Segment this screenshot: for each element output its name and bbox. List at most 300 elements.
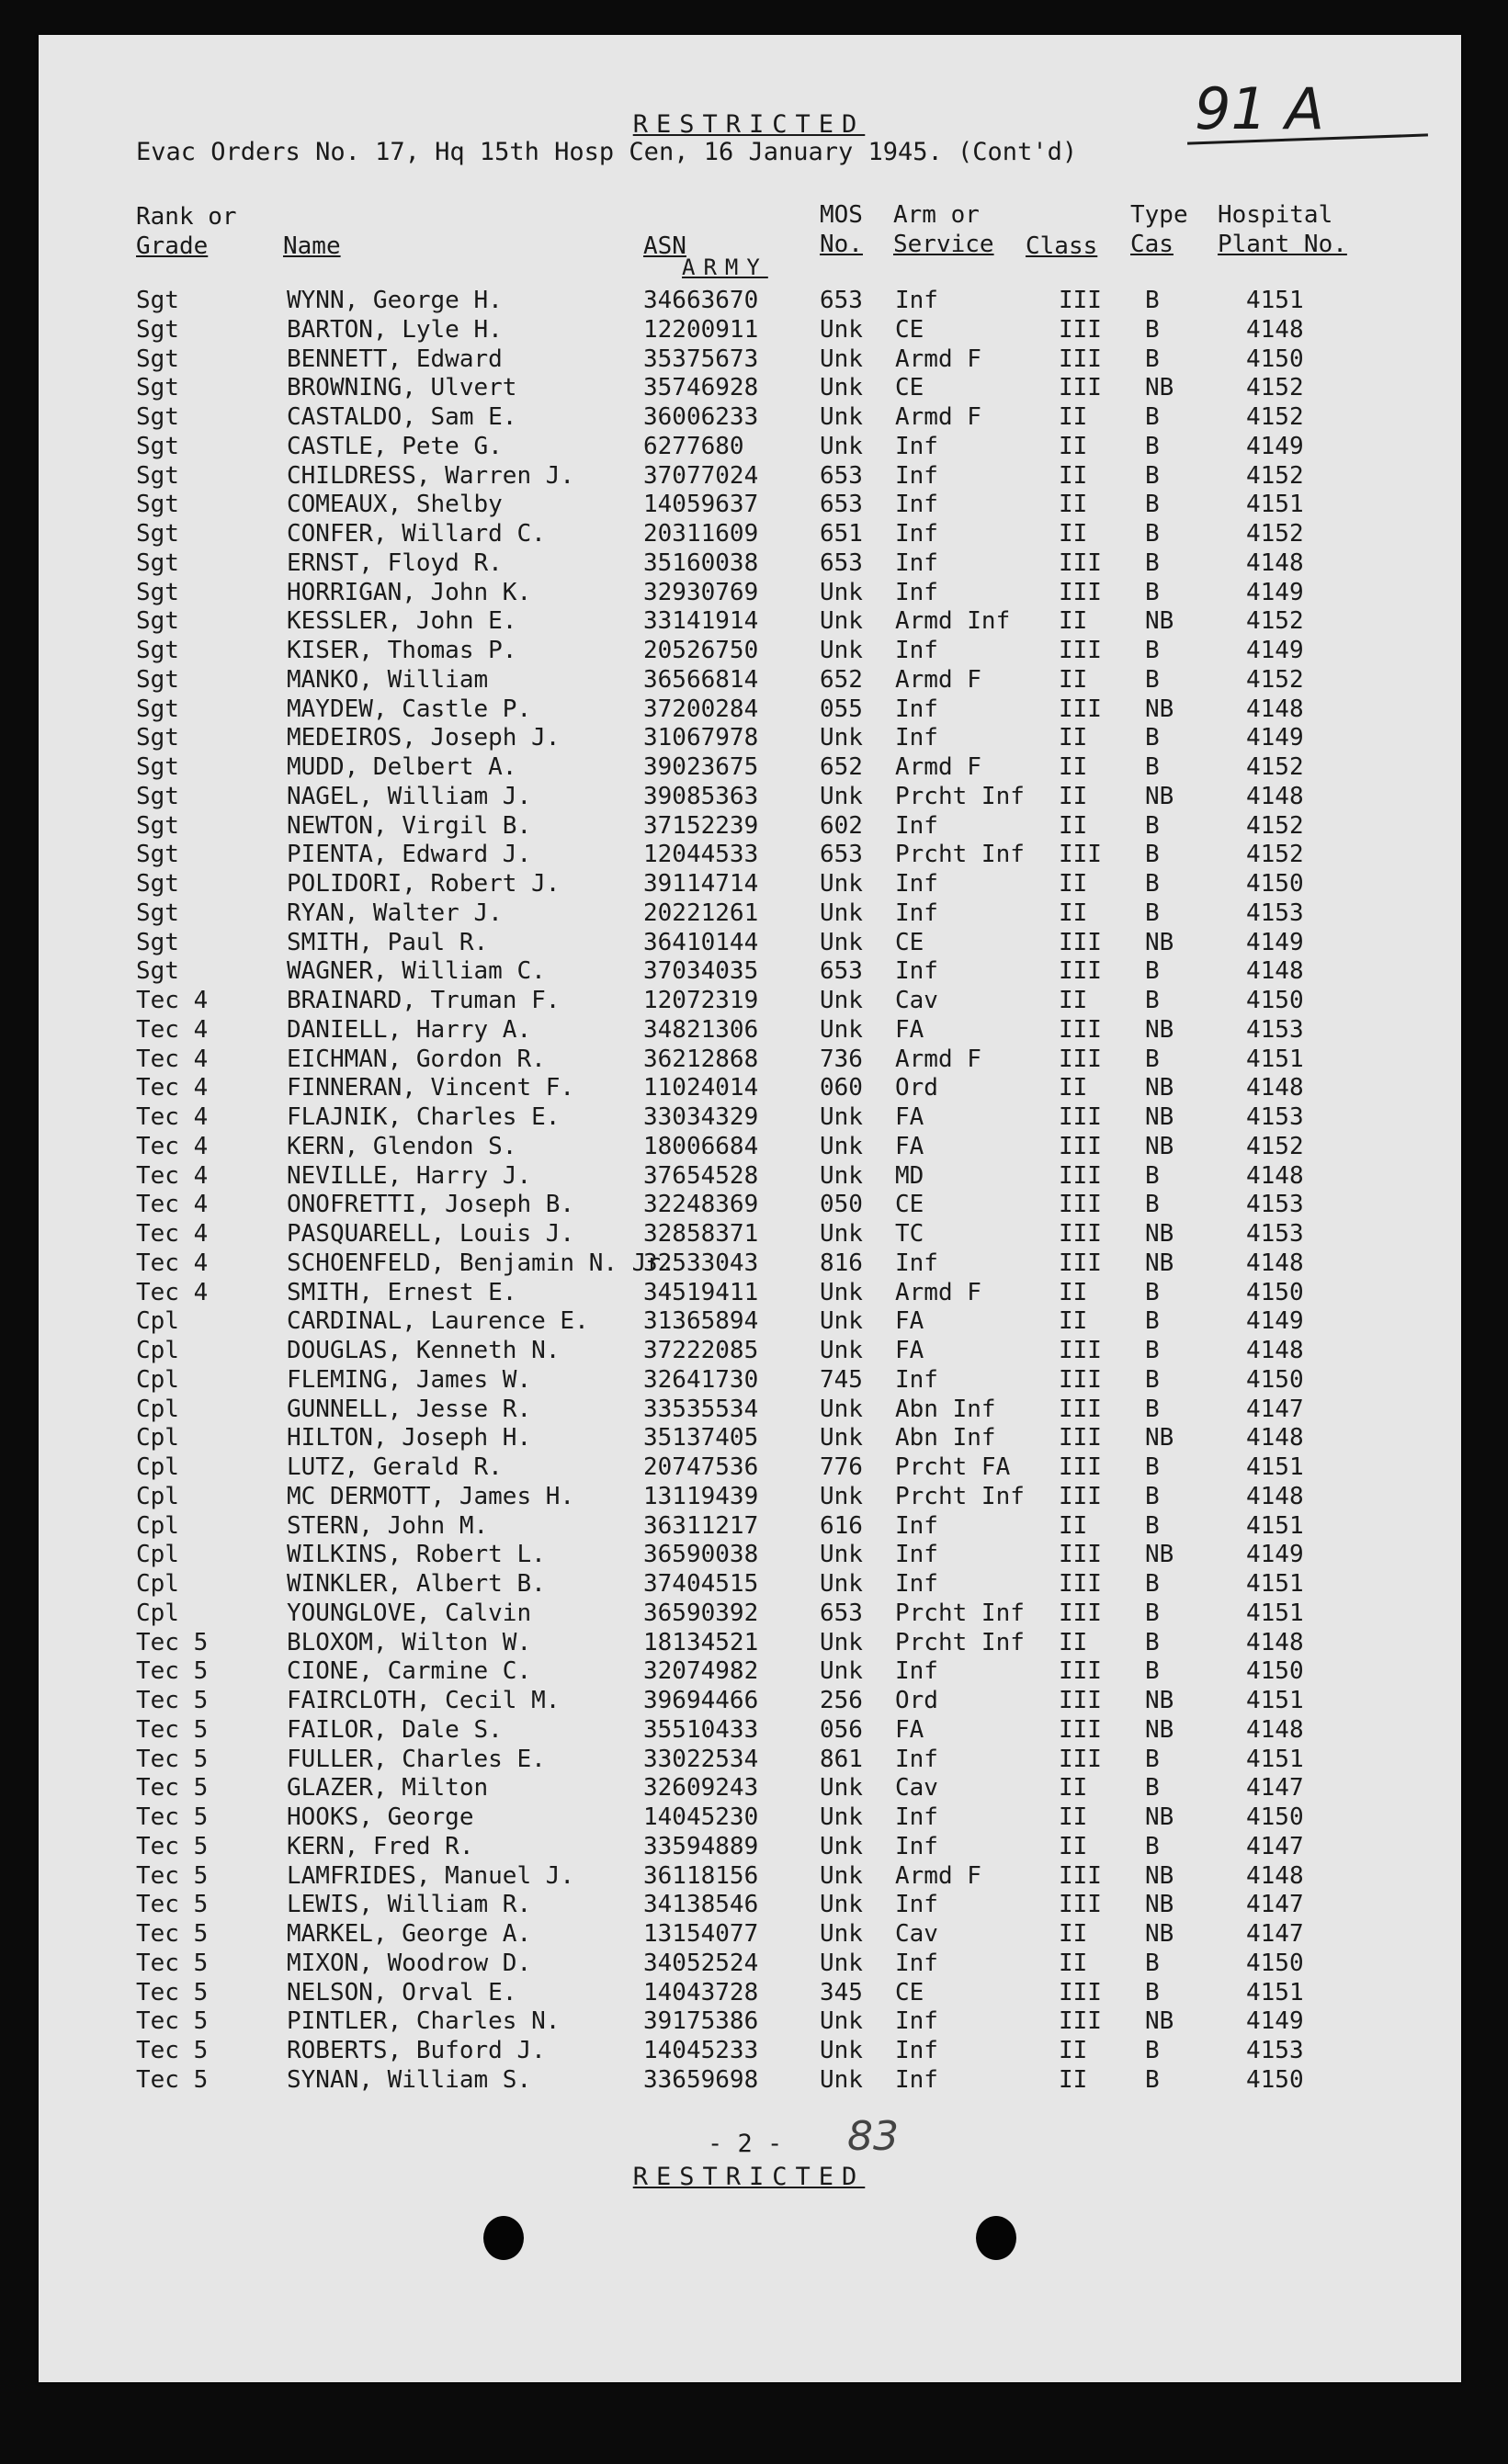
class-cell: III [1059, 1132, 1102, 1160]
class-cell: III [1059, 1365, 1102, 1394]
name-cell: GLAZER, Milton [287, 1774, 489, 1803]
arm-service-cell: Inf [895, 811, 938, 840]
punch-hole-right [976, 2216, 1016, 2260]
hospital-plant-cell: 4148 [1246, 315, 1304, 344]
type-cas-cell: NB [1145, 2007, 1174, 2036]
name-cell: FINNERAN, Vincent F. [287, 1074, 575, 1102]
mos-cell: Unk [820, 374, 863, 402]
asn-cell: 33594889 [643, 1832, 759, 1860]
mos-cell: 345 [820, 1978, 863, 2006]
rank-cell: Sgt [136, 811, 179, 840]
name-cell: LEWIS, William R. [287, 1891, 532, 1919]
mos-cell: Unk [820, 1803, 863, 1831]
mos-cell: Unk [820, 1132, 863, 1160]
arm-service-cell: Inf [895, 1570, 938, 1598]
arm-service-cell: Abn Inf [895, 1395, 996, 1423]
rank-cell: Sgt [136, 899, 179, 927]
mos-cell: 651 [820, 520, 863, 548]
arm-service-cell: CE [895, 1978, 924, 2006]
mos-cell: 256 [820, 1687, 863, 1714]
arm-service-cell: Prcht FA [895, 1453, 1011, 1481]
name-cell: HOOKS, George [287, 1803, 474, 1831]
name-cell: CONFER, Willard C. [287, 520, 546, 548]
table-row [0, 1220, 1423, 1248]
rank-cell: Tec 5 [136, 1920, 209, 1948]
type-cas-cell: B [1145, 1395, 1160, 1423]
class-cell: II [1059, 987, 1088, 1014]
hospital-plant-cell: 4153 [1246, 1191, 1304, 1219]
type-cas-cell: B [1145, 461, 1160, 490]
arm-service-cell: Inf [895, 2037, 938, 2064]
type-cas-cell: NB [1145, 1220, 1174, 1248]
mos-cell: Unk [820, 1424, 863, 1452]
table-row [0, 1366, 1423, 1394]
rank-cell: Tec 5 [136, 1687, 209, 1714]
asn-cell: 36410144 [643, 928, 759, 956]
class-cell: III [1059, 637, 1102, 664]
class-cell: III [1059, 548, 1102, 577]
name-cell: DOUGLAS, Kenneth N. [287, 1337, 561, 1364]
arm-service-cell: Inf [895, 2065, 938, 2094]
arm-service-cell: FA [895, 1715, 924, 1744]
mos-cell: Unk [820, 345, 863, 373]
hospital-plant-cell: 4148 [1246, 957, 1304, 986]
hospital-plant-cell: 4153 [1246, 1015, 1304, 1044]
name-cell: WINKLER, Albert B. [287, 1570, 546, 1598]
rank-cell: Tec 4 [136, 1045, 209, 1073]
rank-cell: Tec 4 [136, 1132, 209, 1160]
rank-cell: Tec 5 [136, 1657, 209, 1686]
rank-cell: Sgt [136, 520, 179, 548]
class-cell: III [1059, 695, 1102, 723]
table-row [0, 1570, 1423, 1598]
mos-cell: Unk [820, 1920, 863, 1948]
asn-cell: 32533043 [643, 1249, 759, 1277]
class-cell: II [1059, 403, 1088, 431]
class-cell: II [1059, 607, 1088, 636]
name-cell: GUNNELL, Jesse R. [287, 1395, 532, 1423]
type-cas-cell: B [1145, 1453, 1160, 1481]
rank-cell: Tec 5 [136, 1715, 209, 1744]
type-cas-cell: B [1145, 1482, 1160, 1510]
arm-service-cell: Inf [895, 491, 938, 519]
mos-cell: 653 [820, 841, 863, 869]
hospital-plant-cell: 4151 [1246, 287, 1304, 314]
class-cell: II [1059, 2065, 1088, 2094]
type-cas-cell: NB [1145, 1103, 1174, 1131]
table-row [0, 1803, 1423, 1831]
class-cell: II [1059, 1307, 1088, 1336]
arm-service-cell: Inf [895, 1511, 938, 1540]
asn-cell: 33022534 [643, 1745, 759, 1773]
table-row [0, 753, 1423, 781]
mos-cell: Unk [820, 1482, 863, 1510]
table-row [0, 1279, 1423, 1306]
table-row [0, 520, 1423, 548]
class-cell: III [1059, 1715, 1102, 1744]
name-cell: CASTALDO, Sam E. [287, 403, 517, 431]
table-row [0, 607, 1423, 635]
hospital-plant-cell: 4149 [1246, 1541, 1304, 1569]
hospital-plant-cell: 4148 [1246, 1715, 1304, 1744]
arm-service-cell: Prcht Inf [895, 1628, 1025, 1656]
asn-cell: 36311217 [643, 1511, 759, 1540]
arm-service-cell: Armd F [895, 1278, 981, 1306]
hospital-plant-cell: 4148 [1246, 1161, 1304, 1190]
arm-service-cell: CE [895, 374, 924, 402]
asn-cell: 37222085 [643, 1337, 759, 1364]
table-row [0, 1657, 1423, 1685]
class-cell: III [1059, 1395, 1102, 1423]
arm-service-cell: Inf [895, 1657, 938, 1686]
table-row [0, 783, 1423, 810]
asn-cell: 34519411 [643, 1278, 759, 1306]
type-cas-cell: B [1145, 2065, 1160, 2094]
mos-cell: 653 [820, 491, 863, 519]
arm-service-cell: MD [895, 1161, 924, 1190]
class-cell: III [1059, 578, 1102, 606]
arm-service-cell: Armd F [895, 665, 981, 694]
class-cell: III [1059, 2007, 1102, 2036]
class-cell: III [1059, 1891, 1102, 1919]
class-cell: II [1059, 665, 1088, 694]
asn-cell: 36006233 [643, 403, 759, 431]
hospital-plant-cell: 4149 [1246, 637, 1304, 664]
mos-cell: Unk [820, 870, 863, 898]
type-cas-cell: NB [1145, 1424, 1174, 1452]
asn-cell: 20526750 [643, 637, 759, 664]
type-cas-cell: B [1145, 1278, 1160, 1306]
name-cell: LUTZ, Gerald R. [287, 1453, 503, 1481]
type-cas-cell: B [1145, 548, 1160, 577]
mos-cell: Unk [820, 928, 863, 956]
hospital-plant-cell: 4148 [1246, 1628, 1304, 1656]
asn-cell: 37200284 [643, 695, 759, 723]
rank-cell: Sgt [136, 957, 179, 986]
hospital-plant-cell: 4147 [1246, 1891, 1304, 1919]
mos-cell: Unk [820, 607, 863, 636]
type-cas-cell: B [1145, 987, 1160, 1014]
table-row [0, 1687, 1423, 1714]
restricted-heading-bottom: RESTRICTED [632, 2163, 866, 2191]
class-cell: II [1059, 1832, 1088, 1860]
arm-service-cell: Ord [895, 1687, 938, 1714]
type-cas-cell: B [1145, 753, 1160, 781]
class-cell: II [1059, 432, 1088, 460]
rank-cell: Sgt [136, 403, 179, 431]
arm-service-cell: Inf [895, 520, 938, 548]
hospital-plant-cell: 4149 [1246, 578, 1304, 606]
hospital-plant-cell: 4150 [1246, 1657, 1304, 1686]
table-row [0, 1541, 1423, 1568]
rank-cell: Cpl [136, 1482, 179, 1510]
arm-service-cell: CE [895, 928, 924, 956]
rank-cell: Sgt [136, 782, 179, 810]
col-mos-header: MOS No. [820, 201, 863, 258]
hospital-plant-cell: 4150 [1246, 1365, 1304, 1394]
mos-cell: Unk [820, 724, 863, 752]
col-arm-header: Arm or Service [893, 201, 994, 258]
arm-service-cell: Inf [895, 1949, 938, 1977]
rank-cell: Cpl [136, 1424, 179, 1452]
hospital-plant-cell: 4152 [1246, 753, 1304, 781]
asn-cell: 36590038 [643, 1541, 759, 1569]
table-row [0, 695, 1423, 723]
name-cell: ROBERTS, Buford J. [287, 2037, 546, 2064]
table-row [0, 433, 1423, 460]
asn-cell: 20747536 [643, 1453, 759, 1481]
name-cell: HILTON, Joseph H. [287, 1424, 532, 1452]
arm-service-cell: Abn Inf [895, 1424, 996, 1452]
name-cell: NAGEL, William J. [287, 782, 532, 810]
arm-service-cell: Armd F [895, 345, 981, 373]
asn-cell: 32609243 [643, 1774, 759, 1803]
asn-cell: 37034035 [643, 957, 759, 986]
asn-cell: 35375673 [643, 345, 759, 373]
rank-cell: Tec 4 [136, 1249, 209, 1277]
rank-cell: Cpl [136, 1599, 179, 1627]
rank-cell: Tec 4 [136, 1074, 209, 1102]
type-cas-cell: NB [1145, 1687, 1174, 1714]
rank-cell: Sgt [136, 637, 179, 664]
mos-cell: 653 [820, 287, 863, 314]
type-cas-cell: NB [1145, 1015, 1174, 1044]
name-cell: CIONE, Carmine C. [287, 1657, 532, 1686]
rank-cell: Cpl [136, 1395, 179, 1423]
name-cell: MAYDEW, Castle P. [287, 695, 532, 723]
rank-cell: Cpl [136, 1511, 179, 1540]
hospital-plant-cell: 4150 [1246, 2065, 1304, 2094]
type-cas-cell: B [1145, 520, 1160, 548]
class-cell: II [1059, 1278, 1088, 1306]
rank-cell: Sgt [136, 461, 179, 490]
name-cell: KERN, Fred R. [287, 1832, 474, 1860]
arm-service-cell: Cav [895, 1774, 938, 1803]
table-row [0, 1512, 1423, 1540]
name-cell: BLOXOM, Wilton W. [287, 1628, 532, 1656]
type-cas-cell: B [1145, 1570, 1160, 1598]
hospital-plant-cell: 4151 [1246, 1745, 1304, 1773]
table-row [0, 1950, 1423, 1977]
arm-service-cell: Prcht Inf [895, 841, 1025, 869]
rank-cell: Cpl [136, 1365, 179, 1394]
type-cas-cell: B [1145, 1832, 1160, 1860]
mos-cell: Unk [820, 403, 863, 431]
arm-service-cell: Inf [895, 1891, 938, 1919]
arm-service-cell: Armd F [895, 403, 981, 431]
hospital-plant-cell: 4150 [1246, 1278, 1304, 1306]
hospital-plant-cell: 4149 [1246, 432, 1304, 460]
class-cell: II [1059, 491, 1088, 519]
class-cell: III [1059, 1570, 1102, 1598]
class-cell: III [1059, 315, 1102, 344]
table-row [0, 957, 1423, 985]
name-cell: NEVILLE, Harry J. [287, 1161, 532, 1190]
asn-cell: 34663670 [643, 287, 759, 314]
class-cell: II [1059, 2037, 1088, 2064]
mos-cell: 050 [820, 1191, 863, 1219]
class-cell: II [1059, 1074, 1088, 1102]
table-row [0, 637, 1423, 664]
mos-cell: Unk [820, 2037, 863, 2064]
asn-cell: 33141914 [643, 607, 759, 636]
rank-cell: Cpl [136, 1541, 179, 1569]
mos-cell: Unk [820, 1832, 863, 1860]
class-cell: II [1059, 870, 1088, 898]
table-row [0, 1862, 1423, 1890]
table-row [0, 1629, 1423, 1656]
type-cas-cell: B [1145, 2037, 1160, 2064]
name-cell: FAILOR, Dale S. [287, 1715, 503, 1744]
class-cell: III [1059, 1337, 1102, 1364]
mos-cell: 653 [820, 461, 863, 490]
asn-cell: 18134521 [643, 1628, 759, 1656]
arm-service-cell: Ord [895, 1074, 938, 1102]
rank-cell: Tec 5 [136, 1861, 209, 1890]
name-cell: PASQUARELL, Louis J. [287, 1220, 575, 1248]
asn-cell: 32074982 [643, 1657, 759, 1686]
hospital-plant-cell: 4148 [1246, 782, 1304, 810]
mos-cell: 653 [820, 957, 863, 986]
asn-cell: 34052524 [643, 1949, 759, 1977]
rank-cell: Sgt [136, 695, 179, 723]
asn-cell: 14043728 [643, 1978, 759, 2006]
table-row [0, 1979, 1423, 2006]
type-cas-cell: B [1145, 287, 1160, 314]
name-cell: ONOFRETTI, Joseph B. [287, 1191, 575, 1219]
rank-cell: Sgt [136, 578, 179, 606]
name-cell: CASTLE, Pete G. [287, 432, 503, 460]
class-cell: II [1059, 1628, 1088, 1656]
table-row [0, 1249, 1423, 1277]
type-cas-cell: B [1145, 1045, 1160, 1073]
class-cell: III [1059, 1745, 1102, 1773]
arm-service-cell: FA [895, 1132, 924, 1160]
type-cas-cell: NB [1145, 1541, 1174, 1569]
mos-cell: Unk [820, 1220, 863, 1248]
name-cell: RYAN, Walter J. [287, 899, 503, 927]
col-type-header: Type Cas [1130, 201, 1188, 258]
type-cas-cell: NB [1145, 1249, 1174, 1277]
table-row [0, 1191, 1423, 1218]
arm-service-cell: FA [895, 1103, 924, 1131]
mos-cell: Unk [820, 1307, 863, 1336]
hospital-plant-cell: 4148 [1246, 1482, 1304, 1510]
rank-cell: Tec 5 [136, 1978, 209, 2006]
asn-cell: 33535534 [643, 1395, 759, 1423]
hospital-plant-cell: 4152 [1246, 665, 1304, 694]
name-cell: MUDD, Delbert A. [287, 753, 517, 781]
rank-cell: Sgt [136, 753, 179, 781]
rank-cell: Cpl [136, 1307, 179, 1336]
type-cas-cell: B [1145, 403, 1160, 431]
mos-cell: Unk [820, 1774, 863, 1803]
hospital-plant-cell: 4151 [1246, 1687, 1304, 1714]
asn-cell: 36590392 [643, 1599, 759, 1627]
asn-cell: 18006684 [643, 1132, 759, 1160]
mos-cell: Unk [820, 432, 863, 460]
hospital-plant-cell: 4151 [1246, 1978, 1304, 2006]
hospital-plant-cell: 4153 [1246, 1220, 1304, 1248]
asn-cell: 12200911 [643, 315, 759, 344]
name-cell: KERN, Glendon S. [287, 1132, 517, 1160]
table-row [0, 812, 1423, 840]
class-cell: III [1059, 1687, 1102, 1714]
asn-cell: 35510433 [643, 1715, 759, 1744]
table-row [0, 1424, 1423, 1452]
rank-cell: Tec 4 [136, 1278, 209, 1306]
table-row [0, 549, 1423, 577]
type-cas-cell: B [1145, 665, 1160, 694]
arm-service-cell: Inf [895, 1803, 938, 1831]
name-cell: WYNN, George H. [287, 287, 503, 314]
arm-service-cell: Inf [895, 287, 938, 314]
hospital-plant-cell: 4148 [1246, 548, 1304, 577]
rank-cell: Tec 5 [136, 1774, 209, 1803]
mos-cell: 652 [820, 753, 863, 781]
class-cell: II [1059, 1920, 1088, 1948]
handwritten-page-number: 83 [847, 2113, 899, 2160]
orders-header: Evac Orders No. 17, Hq 15th Hosp Cen, 16 January 1945. (Cont'd) [136, 138, 1078, 166]
name-cell: HORRIGAN, John K. [287, 578, 532, 606]
arm-service-cell: Armd F [895, 1861, 981, 1890]
col-name-header: Name [283, 232, 341, 260]
class-cell: III [1059, 1191, 1102, 1219]
hospital-plant-cell: 4151 [1246, 1511, 1304, 1540]
table-row [0, 841, 1423, 868]
asn-cell: 12044533 [643, 841, 759, 869]
type-cas-cell: B [1145, 1745, 1160, 1773]
name-cell: NELSON, Orval E. [287, 1978, 517, 2006]
rank-cell: Tec 4 [136, 1103, 209, 1131]
table-row [0, 1074, 1423, 1102]
rank-cell: Sgt [136, 432, 179, 460]
mos-cell: Unk [820, 578, 863, 606]
type-cas-cell: B [1145, 957, 1160, 986]
name-cell: MIXON, Woodrow D. [287, 1949, 532, 1977]
table-row [0, 1483, 1423, 1510]
asn-cell: 31067978 [643, 724, 759, 752]
arm-service-cell: Inf [895, 578, 938, 606]
rank-cell: Tec 5 [136, 2037, 209, 2064]
asn-cell: 39023675 [643, 753, 759, 781]
mos-cell: Unk [820, 1628, 863, 1656]
col-rank-header: Rank or Grade [136, 203, 237, 260]
hospital-plant-cell: 4153 [1246, 1103, 1304, 1131]
type-cas-cell: NB [1145, 782, 1174, 810]
arm-service-cell: FA [895, 1337, 924, 1364]
rank-cell: Sgt [136, 724, 179, 752]
name-cell: WAGNER, William C. [287, 957, 546, 986]
name-cell: PIENTA, Edward J. [287, 841, 532, 869]
rank-cell: Sgt [136, 491, 179, 519]
arm-service-cell: CE [895, 1191, 924, 1219]
table-row [0, 287, 1423, 314]
table-row [0, 987, 1423, 1014]
type-cas-cell: B [1145, 1511, 1160, 1540]
rank-cell: Tec 5 [136, 1628, 209, 1656]
arm-service-cell: Prcht Inf [895, 782, 1025, 810]
class-cell: III [1059, 1220, 1102, 1248]
asn-cell: 35137405 [643, 1424, 759, 1452]
arm-service-cell: Inf [895, 899, 938, 927]
rank-cell: Cpl [136, 1453, 179, 1481]
class-cell: III [1059, 841, 1102, 869]
restricted-heading-top: RESTRICTED [632, 110, 866, 139]
name-cell: COMEAUX, Shelby [287, 491, 503, 519]
mos-cell: 861 [820, 1745, 863, 1773]
table-row [0, 724, 1423, 752]
